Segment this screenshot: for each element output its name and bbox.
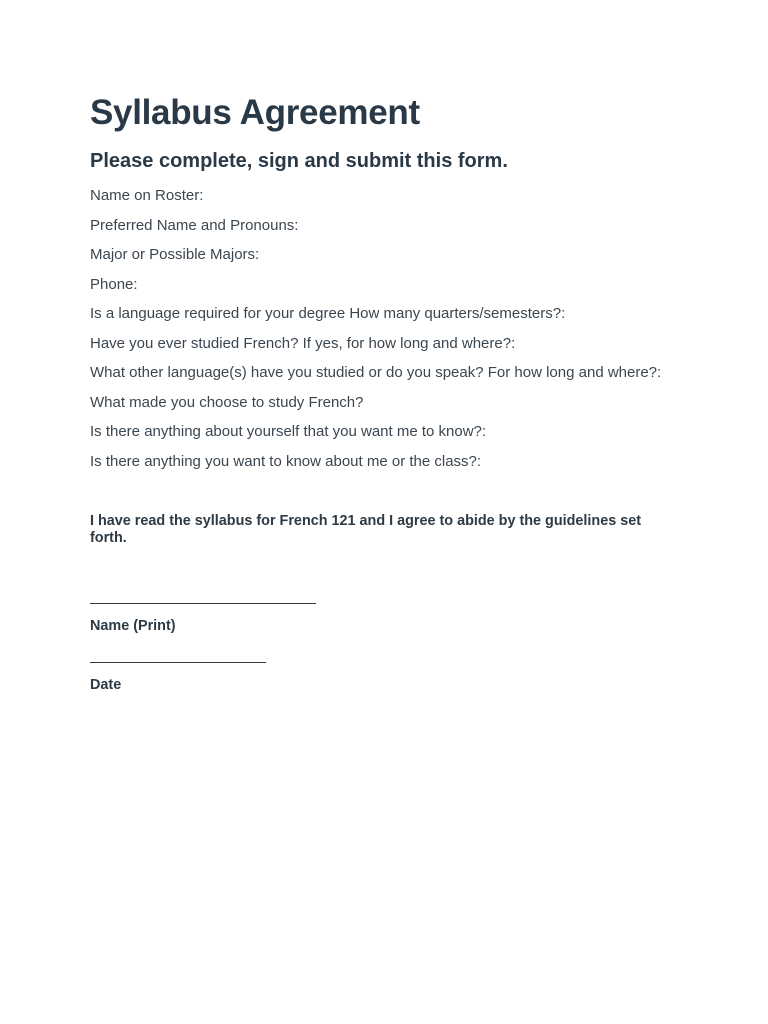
date-label: Date bbox=[90, 677, 122, 693]
form-instructions: Please complete, sign and submit this form. bbox=[90, 150, 508, 172]
field-why-french: What made you choose to study French? bbox=[90, 393, 364, 411]
field-majors: Major or Possible Majors: bbox=[90, 246, 260, 263]
field-about-yourself: Is there anything about yourself that you want me to know?: bbox=[90, 423, 487, 440]
field-questions-for-instructor: Is there anything you want to know about me or the class?: bbox=[90, 452, 482, 470]
agreement-statement: I have read the syllabus for French 121 and I agree to abide by the guidelines set forth. bbox=[90, 513, 642, 546]
name-print-label: Name (Print) bbox=[90, 618, 176, 634]
field-studied-french: Have you ever studied French? If yes, for how long and where?: bbox=[90, 334, 516, 352]
field-phone: Phone: bbox=[90, 275, 138, 293]
page-title: Syllabus Agreement bbox=[90, 93, 420, 132]
field-other-languages: What other language(s) have you studied or do you speak? For how long and where?: bbox=[90, 364, 662, 381]
field-language-requirement: Is a language required for your degree How many quarters/semesters?: bbox=[90, 305, 566, 322]
field-name-on-roster: Name on Roster: bbox=[90, 187, 204, 204]
name-signature-line bbox=[90, 603, 316, 604]
date-signature-line bbox=[90, 662, 266, 663]
form-field-list bbox=[90, 186, 661, 481]
field-preferred-name-pronouns: Preferred Name and Pronouns: bbox=[90, 216, 299, 234]
